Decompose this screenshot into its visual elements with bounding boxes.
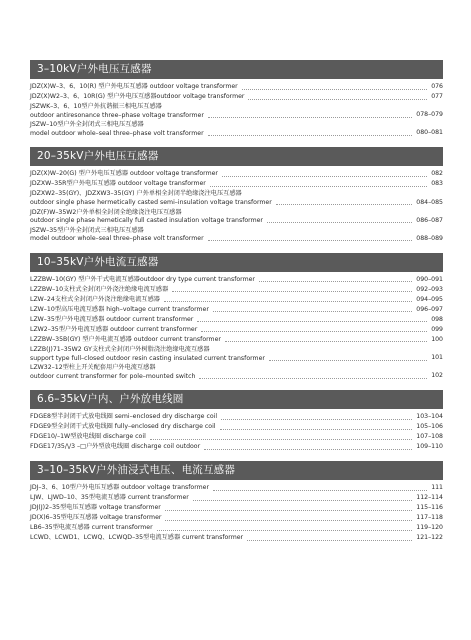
dot-leader	[242, 89, 427, 90]
dot-leader	[201, 331, 427, 332]
page-number: 092–093	[416, 285, 443, 293]
toc-entry[interactable]	[30, 103, 443, 120]
dot-leader	[225, 341, 427, 342]
entry-title: LZW–24支柱式全封闭户外浇注绝缘电流互感器	[30, 295, 160, 303]
dot-leader	[150, 439, 412, 440]
dot-leader	[172, 291, 412, 292]
dot-leader	[204, 449, 412, 450]
toc-entry[interactable]	[30, 209, 443, 226]
dot-leader	[157, 530, 413, 531]
entry-title: JDZXW–35R型户外电压互感器 outdoor voltage transformer	[30, 180, 206, 188]
entry-title-line: JDZ(F)W–35W2户外单相全封闭全绝缘浇注电压互感器	[30, 208, 182, 216]
section-title: 10–35kV户外电流互感器	[30, 253, 443, 272]
entry-title-line: model outdoor whole–seal three–phase volt transformer	[30, 129, 204, 137]
toc-entry[interactable]	[30, 190, 443, 207]
toc-section	[30, 461, 443, 543]
dot-leader	[164, 301, 412, 302]
dot-leader	[197, 321, 427, 322]
dot-leader	[220, 429, 413, 430]
entry-title-line: outdoor single phase hemetically full casted insulation voltage transformer	[30, 217, 263, 225]
entry-title-line: JSZWK–3、6、10型户外抗谐振三相电压互感器	[30, 103, 162, 110]
section-title: 20–35kV户外电压互感器	[30, 147, 443, 166]
page-number: 078–079	[416, 111, 443, 119]
toc-entry[interactable]	[30, 432, 443, 442]
entry-title-line: outdoor single phase hermetically casted semi–insulation voltage transformer	[30, 198, 272, 206]
entry-title-line: LZZB(J)71–35W2 GY支柱式全封闭户外树脂浇注绝缘电流互感器	[30, 345, 210, 353]
dot-leader	[208, 135, 413, 136]
page-number: 101	[431, 354, 443, 362]
dot-leader	[208, 117, 412, 118]
toc-entry-list	[30, 480, 443, 543]
page-number: 088–089	[416, 234, 443, 242]
page-number: 086–087	[416, 216, 443, 224]
page-number: 100	[431, 335, 443, 343]
dot-leader	[199, 378, 427, 379]
page-number: 083	[431, 180, 443, 188]
page-number: 121–122	[416, 534, 443, 542]
page-number: 099	[431, 325, 443, 333]
entry-title: JDZ(X)W–20(G) 型户外电压互感器 outdoor voltage transformer	[30, 170, 218, 178]
page-number: 094–095	[416, 295, 443, 303]
toc-section	[30, 147, 443, 244]
toc-entry[interactable]	[30, 335, 443, 345]
entry-title: LZZBW–35B(GY) 型户外电流互感器 outdoor current transformer	[30, 335, 221, 343]
toc-entry[interactable]	[30, 92, 443, 102]
entry-title: JDZ(X)W2–3、6、10R(G) 型户外电压互感器outdoor voltage transformer	[30, 93, 245, 100]
entry-title-line: outdoor antiresonance three–phase voltage transformer	[30, 111, 204, 119]
entry-title: LZZBW–10(GY) 型户外干式电流互感器outdoor dry type current transformer	[30, 275, 255, 283]
toc-entry[interactable]	[30, 364, 443, 381]
entry-title: LJW、LJWD–10、35型电流互感器 current transformer	[30, 494, 189, 502]
entry-title-line: model outdoor whole–seal three–phase volt transformer	[30, 235, 204, 243]
toc-entry[interactable]	[30, 412, 443, 422]
toc-entry[interactable]	[30, 346, 443, 363]
entry-title: JDJ(J)2–35型电压互感器 voltage transformer	[30, 504, 161, 512]
toc-entry[interactable]	[30, 513, 443, 523]
dot-leader	[165, 510, 412, 511]
entry-title: JD(X)6–35型电压互感器 voltage transformer	[30, 514, 162, 522]
page-number: 119–120	[416, 524, 443, 532]
page-number: 076	[431, 83, 443, 90]
dot-leader	[276, 204, 413, 205]
toc-page	[30, 60, 443, 543]
toc-entry[interactable]	[30, 422, 443, 432]
toc-entry[interactable]	[30, 82, 443, 92]
page-number: 107–108	[416, 433, 443, 441]
page-number: 105–106	[416, 423, 443, 431]
dot-leader	[210, 186, 427, 187]
page-number: 103–104	[416, 413, 443, 421]
dot-leader	[213, 490, 427, 491]
entry-title-line: JDZXW2–35(GY)、JDZXW3–35(GY) 户外单相全封闭半绝缘浇注电压互感器	[30, 190, 242, 198]
dot-leader	[259, 281, 412, 282]
toc-entry-list	[30, 272, 443, 381]
page-number: 090–091	[416, 275, 443, 283]
entry-title-line: support type full–closed outdoor resin casting insulated current transformer	[30, 354, 265, 362]
dot-leader	[165, 520, 412, 521]
dot-leader	[213, 311, 412, 312]
dot-leader	[248, 99, 427, 100]
dot-leader	[267, 222, 412, 223]
page-number: 117–118	[416, 514, 443, 522]
entry-title: FDGE8型半封闭干式放电线圈 semi–enclosed dry discharge coil	[30, 413, 218, 421]
dot-leader	[269, 360, 427, 361]
entry-title-line: JSZW–35型户外全封闭式三相电压互感器	[30, 226, 144, 234]
entry-title: JDZ(X)W–3、6、10(R) 型户外电压互感器 outdoor voltage transformer	[30, 83, 238, 90]
page-number: 102	[431, 372, 443, 380]
entry-title-line: JSZW–10型户外全封闭式三相电压互感器	[30, 121, 144, 129]
toc-entry[interactable]	[30, 503, 443, 513]
entry-title: FDGE10/–1W型放电线圈 discharge coil	[30, 433, 146, 441]
page-number: 098	[431, 315, 443, 323]
toc-entry[interactable]	[30, 305, 443, 315]
dot-leader	[208, 240, 413, 241]
entry-title: LZW2–35型户外电流互感器 outdoor current transformer	[30, 325, 198, 333]
toc-entry[interactable]	[30, 179, 443, 189]
section-title: 3–10kV户外电压互感器	[30, 60, 443, 79]
dot-leader	[221, 419, 412, 420]
entry-title-line: LZW32–12型柱上开关配套用户外电流互感器	[30, 364, 156, 372]
toc-entry[interactable]	[30, 275, 443, 285]
section-title: 6.6–35kV户内、户外放电线圈	[30, 390, 443, 409]
page-number: 077	[431, 93, 443, 100]
page-number: 112–114	[416, 494, 443, 502]
entry-title: JDJ–3、6、10型户外电压互感器 outdoor voltage transformer	[30, 484, 210, 492]
toc-entry[interactable]	[30, 442, 443, 452]
toc-entry-list	[30, 79, 443, 138]
entry-title: LCWD、LCWD1、LCWQ、LCWQD–35型电流互感器 current transformer	[30, 534, 244, 542]
page-number: 109–110	[416, 443, 443, 451]
page-number: 082	[431, 170, 443, 178]
toc-entry[interactable]	[30, 169, 443, 179]
entry-title: FDGE9型全封闭干式放电线圈 fully–enclosed dry discharge coil	[30, 423, 216, 431]
toc-entry[interactable]	[30, 523, 443, 533]
entry-title: LZW–35型户外电流互感器 outdoor current transformer	[30, 315, 194, 323]
toc-entry[interactable]	[30, 325, 443, 335]
dot-leader	[193, 500, 412, 501]
dot-leader	[222, 176, 427, 177]
page-number: 115–116	[416, 504, 443, 512]
toc-entry[interactable]	[30, 227, 443, 244]
entry-title: LZW–10型高压电流互感器 high–voltage current transformer	[30, 305, 209, 313]
toc-entry[interactable]	[30, 493, 443, 503]
entry-title: LB6–35型电流互感器 current transformer	[30, 524, 153, 532]
page-number: 084–085	[416, 198, 443, 206]
entry-title-line: outdoor current transformer for pole–mounted switch	[30, 372, 196, 380]
page-number: 111	[431, 484, 443, 492]
page-number: 080–081	[416, 129, 443, 137]
toc-entry-list	[30, 409, 443, 452]
toc-section	[30, 390, 443, 452]
toc-entry-list	[30, 166, 443, 244]
entry-title: FDGE17/35/\/3 –□户外型放电线圈 discharge coil outdoor	[30, 443, 201, 451]
toc-section	[30, 60, 443, 138]
toc-entry[interactable]	[30, 121, 443, 138]
entry-title: LZZBW–10支柱式全封闭户外浇注绝缘电流互感器	[30, 285, 169, 293]
page-number: 096–097	[416, 305, 443, 313]
dot-leader	[247, 540, 412, 541]
toc-entry[interactable]	[30, 285, 443, 295]
toc-entry[interactable]	[30, 483, 443, 493]
toc-section	[30, 253, 443, 381]
section-title: 3–10–35kV户外油浸式电压、电流互感器	[30, 461, 443, 480]
toc-entry[interactable]	[30, 533, 443, 543]
toc-entry[interactable]	[30, 315, 443, 325]
toc-entry[interactable]	[30, 295, 443, 305]
